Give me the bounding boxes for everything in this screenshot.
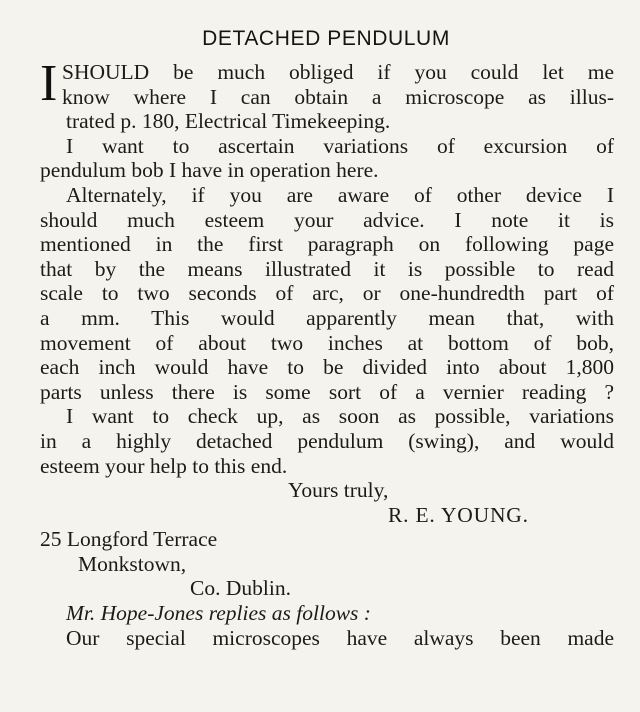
text-line: pendulum bob I have in operation here. [40,158,379,183]
text-line: that by the means illustrated it is possible to read [40,256,614,281]
text-line: know where I can obtain a microscope as illus- [62,84,614,109]
letter-signature: R. E. YOUNG. [388,502,529,527]
address-line: 25 Longford Terrace [40,527,218,552]
address-line: Monkstown, [78,551,187,576]
text-line: movement of about two inches at bottom of bob, [40,330,614,355]
text-line: should much esteem your advice. I note it is [40,207,614,232]
article-title: DETACHED PENDULUM [202,27,450,50]
article-body [40,55,614,650]
drop-cap: I [40,55,58,112]
address-line: Co. Dublin. [190,576,291,601]
text-line: mentioned in the first paragraph on following page [40,232,614,257]
text-line: Alternately, if you are aware of other device I [66,182,614,207]
text-line: SHOULD be much obliged if you could let me [62,60,614,84]
text-line: I want to ascertain variations of excursion of [66,133,614,158]
text-line: scale to two seconds of arc, or one-hundredth part of [40,281,614,306]
text-line: trated p. 180, Electrical Timekeeping. [66,109,391,134]
text-line: I want to check up, as soon as possible, variations [66,404,614,429]
text-line: esteem your help to this end. [40,453,288,478]
reply-text-line: Our special microscopes have always been made [66,625,614,650]
text-line: a mm. This would apparently mean that, with [40,305,614,330]
text-line: each inch would have to be divided into about 1,800 [40,355,614,380]
reply-intro: Mr. Hope-Jones replies as follows : [66,601,371,626]
text-line: in a highly detached pendulum (swing), and would [40,428,614,453]
text-line: parts unless there is some sort of a vernier reading ? [40,379,614,404]
letter-closing: Yours truly, [288,478,389,503]
